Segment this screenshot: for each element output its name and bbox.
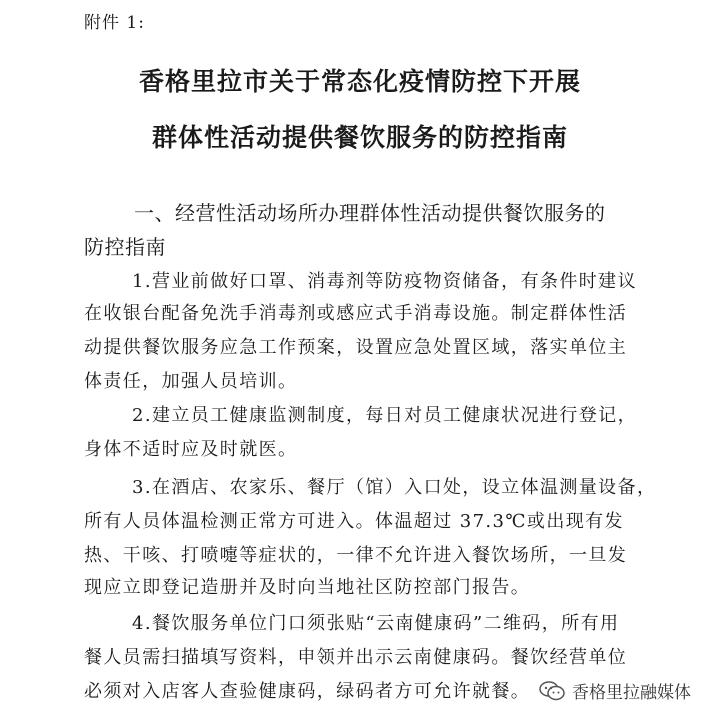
section-heading-line-1: 一、经营性活动场所办理群体性活动提供餐饮服务的 (134, 201, 606, 225)
paragraph-4-line-3: 必须对入店客人查验健康码，绿码者方可允许就餐。 (84, 681, 531, 702)
paragraph-3-line-2: 所有人员体温检测正常方可进入。体温超过 37.3℃或出现有发 (84, 511, 624, 532)
paragraph-1-line-3: 动提供餐饮服务应急工作预案，设置应急处置区域，落实单位主 (84, 337, 628, 358)
paragraph-2-line-1: 2.建立员工健康监测制度，每日对员工健康状况进行登记， (132, 405, 637, 426)
paragraph-3-line-1: 3.在酒店、农家乐、餐厅（馆）入口处，设立体温测量设备， (132, 477, 657, 498)
watermark (534, 676, 695, 705)
paragraph-4-line-2: 餐人员需扫描填写资料，申领并出示云南健康码。餐饮经营单位 (84, 647, 628, 668)
watermark-text: 香格里拉融媒体 (572, 683, 691, 703)
paragraph-1-line-2: 在收银台配备免洗手消毒剂或感应式手消毒设施。制定群体性活 (84, 303, 628, 324)
paragraph-1-line-4: 体责任，加强人员培训。 (84, 371, 298, 392)
wechat-icon (538, 680, 566, 702)
document-title-line-1: 香格里拉市关于常态化疫情防控下开展 (138, 67, 581, 96)
paragraph-3-line-3: 热、干咳、打喷嚏等症状的，一律不允许进入餐饮场所，一旦发 (84, 545, 628, 566)
section-heading-line-2: 防控指南 (84, 235, 166, 259)
document-title-line-2: 群体性活动提供餐饮服务的防控指南 (151, 123, 568, 152)
paragraph-1-line-1: 1.营业前做好口罩、消毒剂等防疫物资储备，有条件时建议 (132, 271, 637, 292)
attachment-label: 附件 1: (84, 13, 145, 33)
paragraph-4-line-1: 4.餐饮服务单位门口须张贴“云南健康码”二维码，所有用 (132, 613, 620, 634)
paragraph-2-line-2: 身体不适时应及时就医。 (84, 439, 298, 460)
paragraph-3-line-4: 现应立即登记造册并及时向当地社区防控部门报告。 (84, 577, 531, 598)
